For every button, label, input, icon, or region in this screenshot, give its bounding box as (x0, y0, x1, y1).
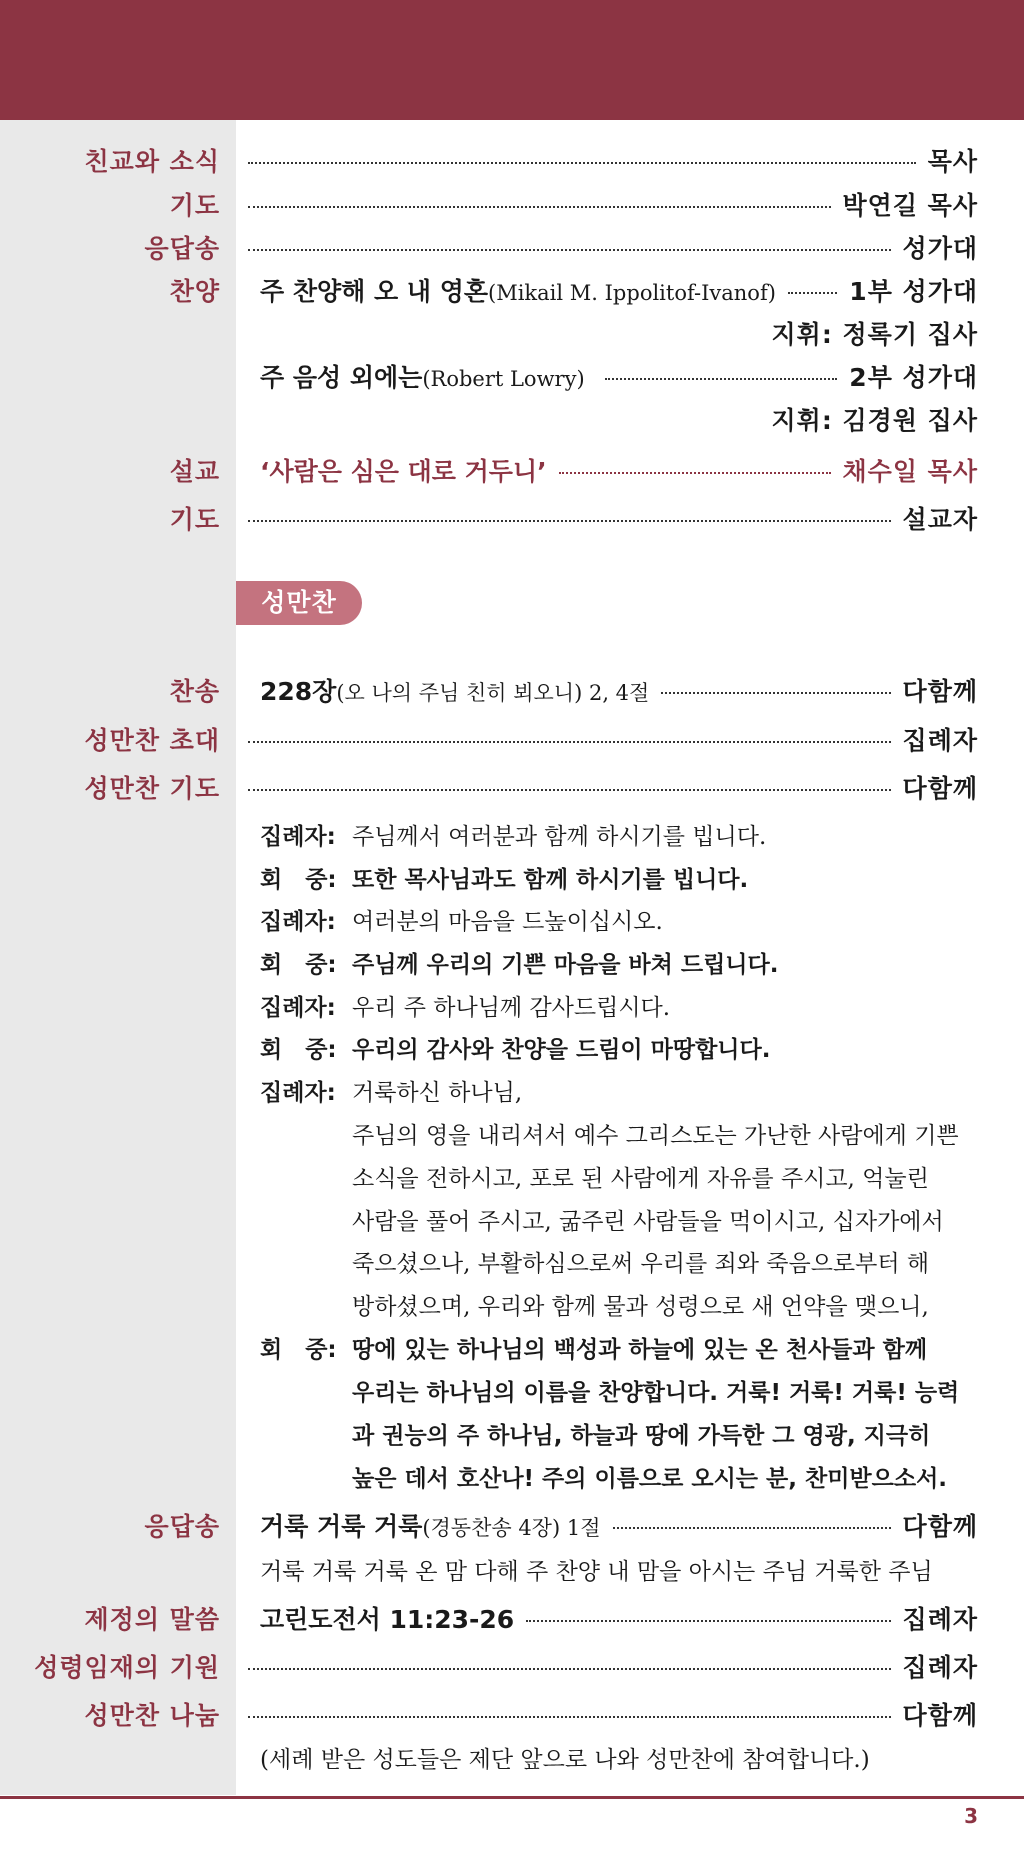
anthem-1-title: 주 찬양해 오 내 영혼 (260, 277, 489, 306)
anthem-2-title: 주 음성 외에는 (260, 363, 423, 392)
footer-rule (0, 1796, 1024, 1799)
anthem-2-choir: 2부 성가대 (849, 363, 978, 392)
label-prayer-2: 기도 (169, 505, 220, 534)
label-invitation: 성만찬 초대 (84, 726, 220, 755)
response-lyric: 거룩 거룩 거룩 온 맘 다해 주 찬양 내 맘을 아시는 주님 거룩한 주님 (260, 1559, 933, 1585)
presider-line: 죽으셨으나, 부활하심으로써 우리를 죄와 죽음으로부터 해 (352, 1251, 930, 1277)
page-number: 3 (964, 1804, 978, 1828)
label-sharing: 성만찬 나눔 (84, 1701, 220, 1730)
leader-dots (661, 692, 890, 694)
presider-line: 사람을 풀어 주시고, 굶주린 사람들을 먹이시고, 십자가에서 (352, 1209, 944, 1235)
leader-dots (248, 162, 916, 164)
sharing-note: (세례 받은 성도들은 제단 앞으로 나와 성만찬에 참여합니다.) (260, 1747, 870, 1773)
leader-dots (248, 1716, 891, 1718)
leader-dots (248, 1668, 891, 1670)
row-hymn (236, 672, 978, 708)
row-anthem-2 (236, 358, 978, 394)
dialogue-text: 주님께 우리의 기쁜 마음을 바쳐 드립니다. (352, 952, 779, 978)
anthem-1-conductor: 지휘: 정록기 집사 (771, 320, 978, 349)
row-invitation (236, 721, 978, 757)
dialogue-speaker: 회 중: (260, 952, 337, 978)
congregation-line: 높은 데서 호산나! 주의 이름으로 오시는 분, 찬미받으소서. (352, 1466, 948, 1492)
leader-dots (605, 378, 838, 380)
invitation-role: 집례자 (902, 726, 978, 755)
label-fellowship: 친교와 소식 (84, 147, 220, 176)
role-prayer-2: 설교자 (902, 505, 978, 534)
dialogue-speaker: 집례자: (260, 824, 336, 850)
response-detail: (경동찬송 4장) 1절 (422, 1516, 601, 1540)
presider-line: 거룩하신 하나님, (352, 1080, 523, 1106)
row-sharing (236, 1696, 978, 1732)
dialogue-speaker: 회 중: (260, 867, 337, 893)
hymn-detail: (오 나의 주님 친히 뵈오니) 2, 4절 (336, 681, 650, 705)
label-sermon: 설교 (169, 457, 220, 486)
presider-line: 방하셨으며, 우리와 함께 물과 성령으로 새 언약을 맺으니, (352, 1294, 929, 1320)
anthem-1-composer: (Mikail M. Ippolitof-Ivanof) (488, 281, 776, 305)
leader-dots (248, 206, 831, 208)
dialogue-speaker: 회 중: (260, 1337, 337, 1363)
row-response-song-2 (236, 1507, 978, 1543)
words-role: 집례자 (902, 1605, 978, 1634)
dialogue-speaker: 집례자: (260, 995, 336, 1021)
label-words-of-institution: 제정의 말씀 (84, 1605, 220, 1634)
hymn-role: 다함께 (902, 677, 978, 706)
label-hymn: 찬송 (169, 677, 220, 706)
leader-dots (788, 292, 837, 294)
sharing-role: 다함께 (902, 1701, 978, 1730)
leader-dots (248, 741, 891, 743)
anthem-1-choir: 1부 성가대 (849, 277, 978, 306)
presider-line: 주님의 영을 내리셔서 예수 그리스도는 가난한 사람에게 기쁜 (352, 1123, 959, 1149)
label-anthem: 찬양 (169, 277, 220, 306)
sermon-title: ‘사람은 심은 대로 거두니’ (260, 457, 547, 486)
row-anthem-1 (236, 272, 978, 308)
row-epiclesis (236, 1648, 978, 1684)
leader-dots (248, 249, 891, 251)
epiclesis-role: 집례자 (902, 1653, 978, 1682)
anthem-2-conductor: 지휘: 김경원 집사 (771, 406, 978, 435)
response-role: 다함께 (902, 1512, 978, 1541)
congregation-line: 우리는 하나님의 이름을 찬양합니다. 거룩! 거룩! 거룩! 능력 (352, 1380, 960, 1406)
leader-dots (248, 789, 891, 791)
communion-prayer-role: 다함께 (902, 774, 978, 803)
congregation-line: 땅에 있는 하나님의 백성과 하늘에 있는 온 천사들과 함께 (352, 1337, 928, 1363)
dialogue-text: 주님께서 여러분과 함께 하시기를 빕니다. (352, 824, 767, 850)
label-communion-prayer: 성만찬 기도 (84, 774, 220, 803)
hymn-number: 228장 (260, 677, 337, 706)
leader-dots (248, 520, 891, 522)
role-fellowship: 목사 (927, 147, 978, 176)
leader-dots (559, 472, 831, 474)
leader-dots (613, 1527, 891, 1529)
sermon-preacher: 채수일 목사 (842, 457, 978, 486)
dialogue-speaker: 집례자: (260, 1080, 336, 1106)
row-prayer-2 (236, 500, 978, 536)
dialogue-speaker: 집례자: (260, 909, 336, 935)
role-prayer: 박연길 목사 (842, 191, 978, 220)
congregation-line: 과 권능의 주 하나님, 하늘과 땅에 가득한 그 영광, 지극히 (352, 1423, 931, 1449)
section-title-communion: 성만찬 (236, 581, 362, 625)
label-response-song-2: 응답송 (144, 1512, 220, 1541)
row-fellowship (236, 142, 978, 178)
dialogue-speaker: 회 중: (260, 1037, 337, 1063)
row-prayer (236, 186, 978, 222)
scripture-ref: 고린도전서 11:23-26 (260, 1605, 515, 1634)
dialogue-text: 여러분의 마음을 드높이십시오. (352, 909, 663, 935)
role-response-song: 성가대 (902, 234, 978, 263)
leader-dots (526, 1620, 890, 1622)
header-band (0, 0, 1024, 120)
label-epiclesis: 성령임재의 기원 (34, 1653, 220, 1682)
anthem-2-composer: (Robert Lowry) (422, 367, 585, 391)
row-communion-prayer (236, 769, 978, 805)
label-sidebar (0, 120, 236, 1795)
presider-line: 소식을 전하시고, 포로 된 사람에게 자유를 주시고, 억눌린 (352, 1166, 929, 1192)
row-words-of-institution (236, 1600, 978, 1636)
label-response-song: 응답송 (144, 234, 220, 263)
row-response-song (236, 229, 978, 265)
row-sermon (236, 452, 978, 488)
dialogue-text: 우리 주 하나님께 감사드립시다. (352, 995, 671, 1021)
label-prayer: 기도 (169, 191, 220, 220)
dialogue-text: 또한 목사님과도 함께 하시기를 빕니다. (352, 867, 749, 893)
response-title: 거룩 거룩 거룩 (260, 1512, 423, 1541)
dialogue-text: 우리의 감사와 찬양을 드림이 마땅합니다. (352, 1037, 771, 1063)
